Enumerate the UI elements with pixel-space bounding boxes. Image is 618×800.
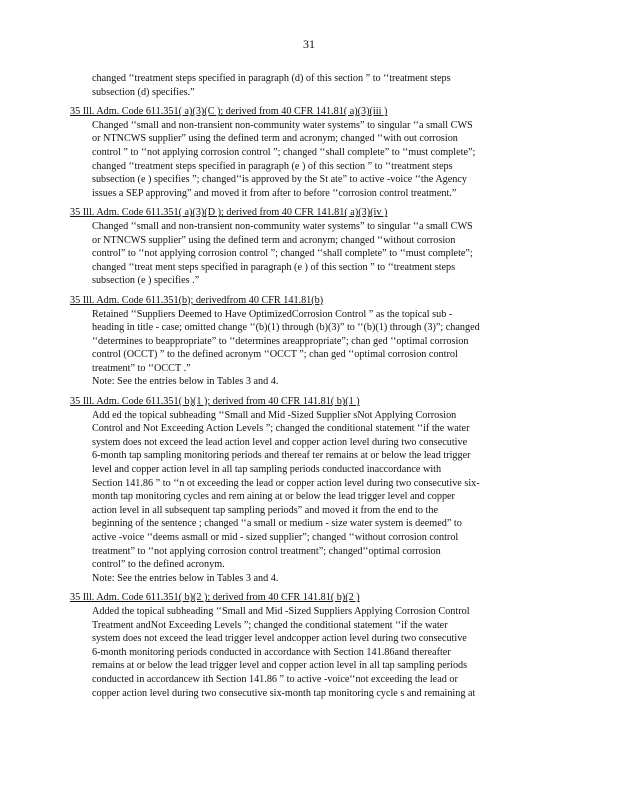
text-line: Note: See the entries below in Tables 3 and 4.	[92, 376, 279, 388]
entry-description	[70, 220, 548, 288]
text-line: level and copper action level in all tap sampling periods conducted inaccordance with	[92, 464, 442, 476]
text-line: treatment” to ‘‘not applying corrosion control treatment”; changed‘‘optimal corrosion	[92, 545, 441, 557]
entry-citation-heading: 35 Ill. Adm. Code 611.351( b)(2 ); derived from 40 CFR 141.81( b)(2 )	[70, 592, 360, 604]
entry-description	[70, 409, 548, 586]
entry-citation-heading: 35 Ill. Adm. Code 611.351(b); derivedfrom 40 CFR 141.81(b)	[70, 294, 324, 306]
text-line: control (OCCT) ” to the defined acronym ‘‘OCCT ”; chan ged ‘‘optimal corrosion control	[92, 349, 458, 361]
text-line: Add ed the topical subheading ‘‘Small and Mid -Sized Supplier sNot Applying Corrosion	[92, 409, 457, 421]
entry-description	[70, 119, 548, 201]
regulation-entry	[70, 105, 548, 200]
text-line: changed ‘‘treatment steps specified in paragraph (e ) of this section ” to ‘‘treatment steps	[92, 160, 453, 172]
document-body	[70, 72, 548, 706]
text-line: or NTNCWS supplier” using the defined term and acronym; changed ‘‘with out corrosion	[92, 133, 458, 145]
text-line: month tap monitoring cycles and rem aining at or below the lead trigger level and copper	[92, 491, 455, 503]
regulation-entry	[70, 294, 548, 389]
text-line: subsection (e ) specifies ”; changed‘‘is approved by the St ate” to active -voice ‘‘the Agency	[92, 174, 467, 186]
entry-citation-heading: 35 Ill. Adm. Code 611.351( a)(3)(D ); derived from 40 CFR 141.81( a)(3)(iv )	[70, 207, 388, 219]
text-line: active -voice ‘‘deems asmall or mid - sized supplier”; changed ‘‘without corrosion control	[92, 532, 459, 543]
text-line: system does not exceed the lead trigger level andcopper action level during two consecutive	[92, 633, 467, 645]
entry-citation-heading: 35 Ill. Adm. Code 611.351( b)(1 ); derived from 40 CFR 141.81( b)(1 )	[70, 396, 360, 408]
regulation-entry	[70, 395, 548, 585]
entry-description	[70, 308, 548, 390]
text-line: 6-month tap sampling monitoring periods and thereaf ter remains at or below the lead trigger	[92, 450, 471, 462]
text-line: 6-month monitoring periods conducted in accordance with Section 141.86and thereafter	[92, 646, 451, 658]
text-line: Treatment andNot Exceeding Levels ”; changed the conditional statement ‘‘if the water	[92, 619, 448, 631]
text-line: action level in all subsequent tap sampling periods” and moved it from the end to the	[92, 504, 439, 516]
text-line: Changed ‘‘small and non-transient non-community water systems” to singular ‘‘a small CWS	[92, 119, 473, 131]
page-number: 31	[303, 37, 315, 51]
text-line: or NTNCWS supplier” using the defined term and acronym; changed ‘‘without corrosion	[92, 234, 456, 246]
text-line: ‘‘determines to beappropriate” to ‘‘determines areappropriate”; chan ged ‘‘optimal corrosion	[92, 335, 469, 347]
continued-paragraph	[70, 72, 548, 99]
regulation-entry	[70, 591, 548, 700]
entry-description	[70, 605, 548, 700]
text-line: remains at or below the lead trigger level and copper action level in all tap sampling periods	[92, 660, 468, 672]
text-line: control” to ‘‘not applying corrosion control ”; changed ‘‘shall complete” to ‘‘must complete”;	[92, 248, 473, 260]
text-line: copper action level during two consecutive six-month tap monitoring cycle s and remaining at	[92, 687, 476, 699]
text-line: system does not exceed the lead action level and copper action level during two consecutive	[92, 436, 468, 448]
text-line: changed ‘‘treatment steps specified in paragraph (d) of this section ” to ‘‘treatment steps	[92, 73, 451, 84]
entries-list	[70, 105, 548, 700]
text-line: changed ‘‘treat ment steps specified in paragraph (e ) of this section ” to ‘‘treatment steps	[92, 261, 456, 273]
text-line: subsection (e ) specifies .”	[92, 275, 200, 287]
text-line: Note: See the entries below in Tables 3 and 4.	[92, 572, 279, 584]
text-line: control ” to ‘‘not applying corrosion control ”; changed ‘‘shall complete” to ‘‘must complete”;	[92, 146, 476, 158]
text-line: control” to the defined acronym.	[92, 559, 225, 571]
text-line: Changed ‘‘small and non-transient non-community water systems” to singular ‘‘a small CWS	[92, 220, 473, 232]
text-line: conducted in accordancew ith Section 141.86 ” to active -voice‘‘not exceeding the lead or	[92, 673, 458, 685]
text-line: subsection (d) specifies.”	[92, 86, 195, 98]
regulation-entry	[70, 206, 548, 288]
text-line: treatment” to ‘‘OCCT .”	[92, 362, 191, 374]
text-line: Section 141.86 ” to ‘‘n ot exceeding the lead or copper action level during two consecutive six-	[92, 477, 480, 489]
text-line: issues a SEP approving” and moved it from after to before ‘‘corrosion control treatment.”	[92, 187, 457, 199]
text-line: Added the topical subheading ‘‘Small and Mid -Sized Suppliers Applying Corrosion Control	[92, 605, 470, 617]
text-line: Retained ‘‘Suppliers Deemed to Have OptimizedCorrosion Control ” as the topical sub -	[92, 308, 453, 320]
entry-citation-heading: 35 Ill. Adm. Code 611.351( a)(3)(C ); derived from 40 CFR 141.81( a)(3)(iii )	[70, 106, 388, 118]
text-line: heading in title - case; omitted change ‘‘(b)(1) through (b)(3)” to ‘‘(b)(1) through (3)”; changed	[92, 322, 480, 334]
text-line: beginning of the sentence ; changed ‘‘a small or medium - size water system is deemed” to	[92, 518, 462, 530]
text-line: Control and Not Exceeding Action Levels ”; changed the conditional statement ‘‘if the water	[92, 423, 470, 435]
